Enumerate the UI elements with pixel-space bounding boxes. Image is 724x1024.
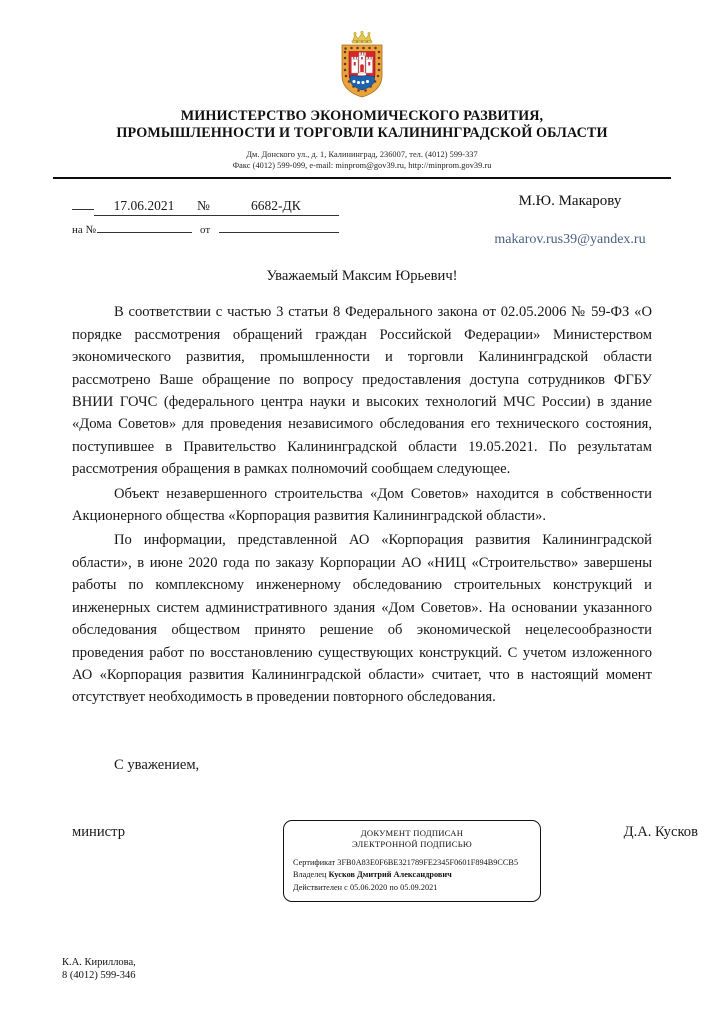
emblem-container <box>0 30 724 102</box>
esign-certificate-row <box>293 857 531 870</box>
letterhead-divider <box>53 177 671 179</box>
valediction: С уважением, <box>114 756 200 773</box>
letter-body <box>72 265 652 709</box>
addressee-name: М.Ю. Макарову <box>518 193 622 209</box>
signer-name: Д.А. Кусков <box>623 823 698 840</box>
esign-valid-to-label: по <box>389 882 398 892</box>
kaliningrad-oblast-coat-of-arms-icon <box>331 30 393 100</box>
body-paragraph: В соответствии с частью 3 статьи 8 Федерального закона от 02.05.2006 № 59-ФЗ «О порядке рассмотрения обращений граждан Российской Федерации» Министерством экономического развития, промышленности и торговли Калининградской области рассмотрено Ваше обращение по вопросу предоставления доступа сотрудников ФГБУ ВНИИ ГОЧС (федерального центра науки и высоких технологий МЧС России) в здание «Дома Советов» для проведения независимого обследования его технического состояния, поступившее в Правительство Калининградской области 19.05.2021. По результатам рассмотрения обращения в рамках полномочий сообщаем следующее. <box>72 304 652 478</box>
document-date: 17.06.2021 <box>94 198 194 216</box>
electronic-signature-stamp <box>283 820 541 903</box>
esign-title-line1: ДОКУМЕНТ ПОДПИСАН <box>360 827 464 838</box>
organization-contacts <box>0 149 724 171</box>
esign-validity-row <box>293 882 531 895</box>
incoming-reference-line <box>72 221 402 236</box>
esign-owner-label: Владелец <box>293 870 327 880</box>
signature-row <box>0 820 724 930</box>
body-paragraph: Объект незавершенного строительства «Дом Советов» находится в собственности Акционерного общества «Корпорация развития Калининградской области». <box>72 485 652 525</box>
requisites-leading-rule <box>72 195 94 210</box>
esign-owner-row <box>293 869 531 882</box>
reply-to-label: на № <box>72 224 97 236</box>
esign-title-line2: ЭЛЕКТРОННОЙ ПОДПИСЬЮ <box>351 839 472 850</box>
esign-valid-to: 05.09.2021 <box>400 882 438 892</box>
requisites-block <box>0 195 724 253</box>
organization-title-line1: МИНИСТЕРСТВО ЭКОНОМИЧЕСКОГО РАЗВИТИЯ, <box>180 108 544 124</box>
executor-block <box>62 956 136 982</box>
addressee-email[interactable]: makarov.rus39@yandex.ru <box>494 232 646 247</box>
contacts-address-line: Дм. Донского ул., д. 1, Калининград, 236007, тел. (4012) 599-337 <box>246 150 478 159</box>
reply-to-value <box>97 221 192 233</box>
signer-post: министр <box>72 823 125 840</box>
document-number: 6682-ДК <box>213 198 339 216</box>
letterhead <box>0 0 724 179</box>
esign-title <box>293 828 531 851</box>
body-paragraph: По информации, представленной АО «Корпорация развития Калининградской области», в июне 2020 года по заказу Корпорации АО «НИЦ «Строительство» завершены работы по комплексному инженерному обследованию строительных конструкций и инженерных систем административного здания «Дом Советов». На основании указанного обследования обществом принято решение об экономической нецелесообразности проведения работ по восстановлению существующих конструкций. С учетом изложенного АО «Корпорация развития Калининградской области» считает, что в настоящий момент отсутствует необходимость в проведении повторного обследования. <box>72 532 652 706</box>
executor-name: К.А. Кириллова, <box>62 957 136 968</box>
esign-details <box>293 857 531 895</box>
number-symbol: № <box>194 198 213 216</box>
esign-valid-from: 05.06.2020 <box>349 882 388 892</box>
esign-owner-value: Кусков Дмитрий Александрович <box>328 870 452 880</box>
esign-certificate-label: Сертификат <box>293 857 336 867</box>
esign-valid-label: Действителен с <box>293 882 348 892</box>
outgoing-requisites-line <box>72 195 402 216</box>
requisites-left <box>72 195 402 236</box>
executor-phone: 8 (4012) 599-346 <box>62 970 136 981</box>
reply-from-value <box>219 221 339 233</box>
esign-certificate-value: 3FB0A83E0F6BE321789FE2345F0601F894B9CCB5 <box>337 857 519 867</box>
organization-title-line2: ПРОМЫШЛЕННОСТИ И ТОРГОВЛИ КАЛИНИНГРАДСКОЙ ОБЛАСТИ <box>116 125 608 141</box>
greeting: Уважаемый Максим Юрьевич! <box>266 268 458 284</box>
organization-title <box>0 108 724 142</box>
contacts-fax-email-line: Факс (4012) 599-099, e-mail: minprom@gov39.ru, http://minprom.gov39.ru <box>232 161 492 170</box>
reply-from-label: от <box>200 224 211 236</box>
addressee-block <box>440 191 700 249</box>
